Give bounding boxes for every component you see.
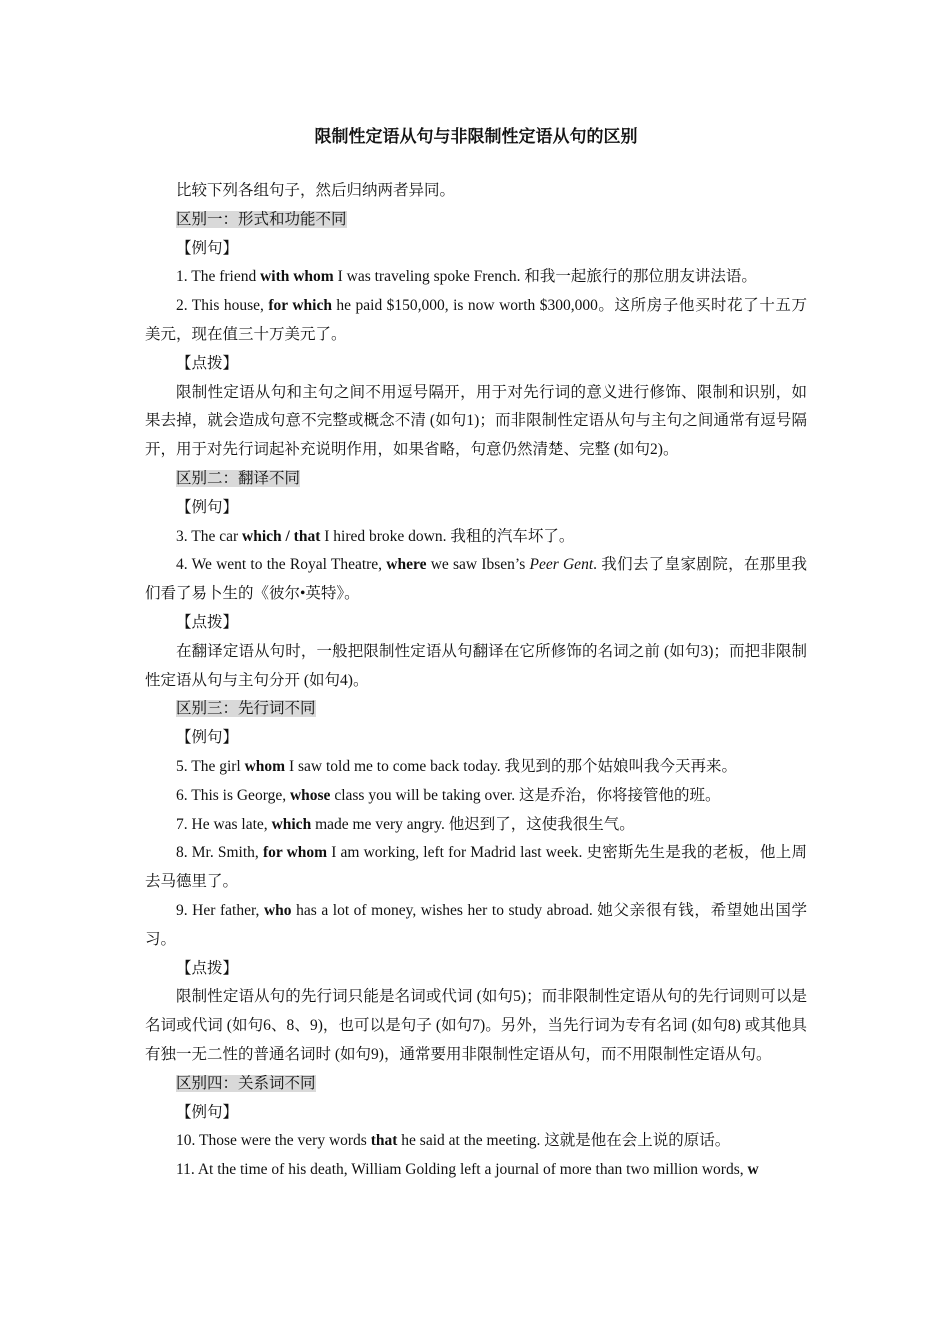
relative-word: whom	[244, 757, 286, 775]
example-sentence	[145, 292, 807, 350]
work-title: Peer Gent	[529, 556, 594, 574]
sentence-text: 6. This is George,	[176, 786, 290, 804]
sentence-text: has a lot of money, wishes her to study abroad. 她父亲很有钱，希望她出国学习。	[145, 901, 808, 948]
relative-word: which / that	[242, 527, 321, 545]
example-sentence	[145, 811, 807, 840]
section-heading-text: 区别二：翻译不同	[176, 469, 301, 487]
example-label: 【例句】	[176, 498, 239, 516]
relative-word: for whom	[262, 844, 328, 862]
sentence-text: 1. The friend	[176, 268, 261, 286]
sentence-text: 11. At the time of his death, William Golding left a journal of more than two million words,	[176, 1161, 748, 1179]
tip-label: 【点拨】	[176, 959, 239, 977]
relative-word: that	[370, 1132, 398, 1150]
sentence-text: I saw told me to come back today. 我见到的那个姑娘叫我今天再来。	[285, 757, 737, 775]
sentence-text: 5. The girl	[176, 757, 245, 775]
sentence-text: made me very angry. 他迟到了，这使我很生气。	[311, 815, 635, 833]
tip-label: 【点拨】	[176, 613, 239, 631]
sentence-text: he paid $150,000, is now worth $300,000。这所房子他买时花了十五万美元，现在值三十万美元了。	[145, 297, 807, 343]
relative-word: whose	[289, 786, 331, 804]
tip-text: 限制性定语从句和主句之间不用逗号隔开，用于对先行词的意义进行修饰、限制和识别，如果去掉，就会造成句意不完整或概念不清 (如句1)；而非限制性定语从句与主句之间通常有逗号隔开，用于对先行词起补充说明作用，如果省略，句意仍然清楚、完整 (如句2)。	[145, 383, 807, 459]
section-heading	[145, 695, 807, 724]
example-label: 【例句】	[176, 239, 239, 257]
sentence-text: 9. Her father,	[176, 901, 264, 919]
relative-word: for which	[268, 297, 332, 315]
sentence-text: 10. Those were the very words	[176, 1132, 371, 1150]
section-heading-text: 区别一：形式和功能不同	[176, 210, 347, 228]
section-heading-text: 区别三：先行词不同	[176, 700, 316, 718]
example-sentence	[145, 523, 807, 552]
section-heading-text: 区别四：关系词不同	[176, 1074, 316, 1092]
example-sentence	[145, 1156, 807, 1185]
example-sentence	[145, 263, 807, 292]
sentence-text: I was traveling spoke French. 和我一起旅行的那位朋友讲法语。	[333, 268, 757, 286]
sentence-text: 7. He was late,	[176, 815, 272, 833]
sentence-text: class you will be taking over. 这是乔治，你将接管他的班。	[330, 786, 721, 804]
relative-word: w	[747, 1161, 759, 1179]
example-sentence	[145, 782, 807, 811]
section-heading	[145, 465, 807, 494]
sentence-text: I am working, left for Madrid last week. 史密斯先生是我的老板，他上周去马德里了。	[145, 844, 807, 891]
intro-text: 比较下列各组句子，然后归纳两者异同。	[176, 182, 456, 199]
document-title: 限制性定语从句与非限制性定语从句的区别	[314, 127, 638, 146]
relative-word: who	[263, 901, 292, 919]
document-body	[145, 125, 807, 1185]
sentence-text: we saw Ibsen’s	[426, 556, 530, 574]
sentence-text: 4. We went to the Royal Theatre,	[176, 556, 387, 574]
example-sentence	[145, 839, 807, 897]
sentence-text: he said at the meeting. 这就是他在会上说的原话。	[397, 1132, 731, 1150]
section-heading	[145, 1070, 807, 1099]
section-heading	[145, 206, 807, 235]
tip-text: 在翻译定语从句时，一般把限制性定语从句翻译在它所修饰的名词之前 (如句3)；而把非限制性定语从句与主句分开 (如句4)。	[145, 642, 807, 689]
example-sentence	[145, 1127, 807, 1156]
relative-word: which	[271, 815, 312, 833]
example-sentence	[145, 753, 807, 782]
example-sentence	[145, 551, 807, 609]
example-label: 【例句】	[176, 1103, 239, 1121]
sentence-text: I hired broke down. 我租的汽车坏了。	[320, 527, 575, 545]
example-label: 【例句】	[176, 729, 239, 747]
sentence-text: . 我们去了皇家剧院，在那里我们看了易卜生的《彼尔•英特》。	[145, 556, 807, 603]
sentence-text: 8. Mr. Smith,	[176, 844, 263, 862]
example-sentence	[145, 897, 807, 955]
sentence-text: 3. The car	[176, 527, 242, 545]
tip-text: 限制性定语从句的先行词只能是名词或代词 (如句5)；而非限制性定语从句的先行词则可以是名词或代词 (如句6、8、9)，也可以是句子 (如句7)。另外，当先行词为专有名词 (如句8) 或其他具有独一无二性的普通名词时 (如句9)，通常要用非限制性定语从句，而不用限制性定语从句。	[145, 988, 807, 1063]
sentence-text: 2. This house,	[176, 297, 269, 315]
tip-label: 【点拨】	[176, 354, 239, 372]
relative-word: with whom	[260, 268, 334, 286]
relative-word: where	[386, 556, 427, 574]
